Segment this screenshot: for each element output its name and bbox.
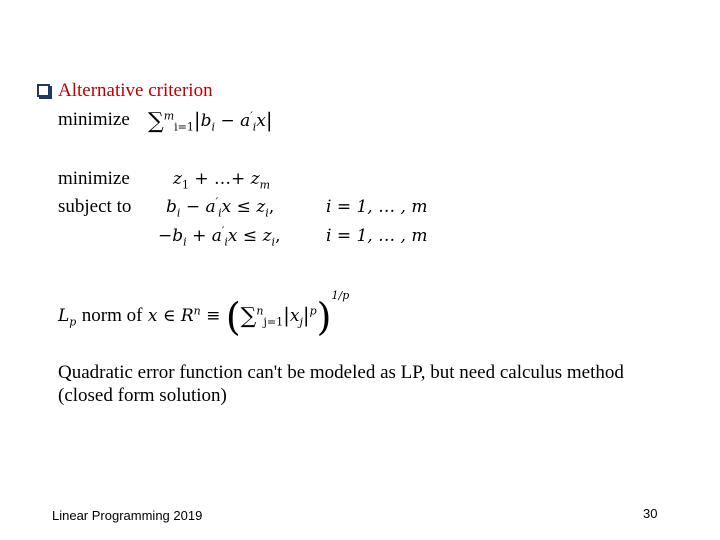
- bullet-icon: [37, 84, 50, 97]
- constraint2-index: i = 1, … , m: [326, 226, 428, 246]
- lp-subject-label: subject to: [58, 196, 132, 217]
- lp-norm-definition: $L_p$ norm of x ∈ $R^n \equiv (\sum^n_{j=1}|x_j|^p)^{1/p}$: [58, 289, 350, 339]
- constraint1-index: i = 1, … , m: [326, 197, 428, 217]
- constraint1: $b_i - a'_ix \le z_i$,: [166, 195, 275, 220]
- page-number: 30: [643, 506, 658, 521]
- objective1-label: minimize: [58, 109, 130, 130]
- note-line-2: (closed form solution): [58, 385, 227, 406]
- lp-minimize-label: minimize: [58, 168, 130, 189]
- note-line-1: Quadratic error function can't be modeled as LP, but need calculus method: [58, 362, 624, 383]
- lp-objective: $z_1$ + …+ $z_m$: [173, 169, 271, 192]
- heading: Alternative criterion: [58, 80, 213, 101]
- constraint2: $-b_i + a'_ix \le z_i$,: [158, 224, 281, 249]
- footer-title: Linear Programming 2019: [52, 508, 203, 523]
- objective1-expression: $\sum^m_{i=1}|b_i - a'_ix|$: [148, 108, 273, 134]
